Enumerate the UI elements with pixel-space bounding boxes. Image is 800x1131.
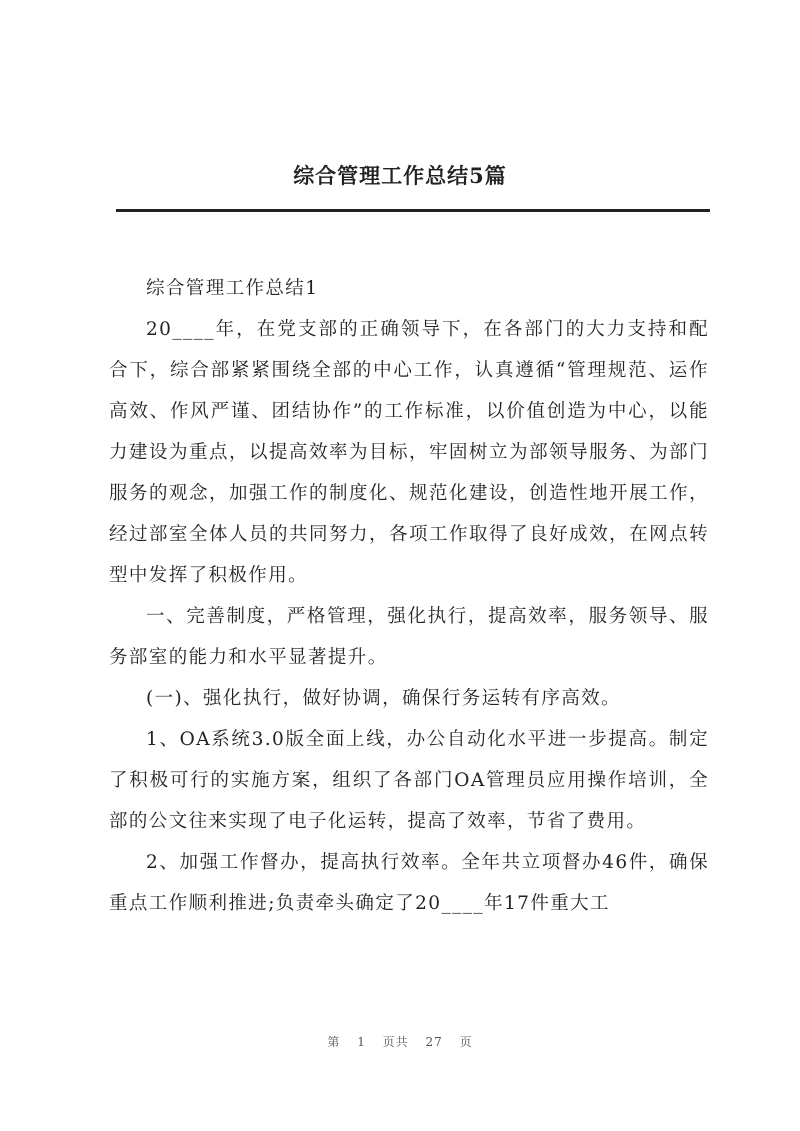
body-paragraph: 20____年，在党支部的正确领导下，在各部门的大力支持和配合下，综合部紧紧围绕全部的中心工作，认真遵循“管理规范、运作高效、作风严谨、团结协作”的工作标准，以价值创造为中心，以能力建设为重点，以提高效率为目标，牢固树立为部领导服务、为部门服务的观念，加强工作的制度化、规范化建设，创造性地开展工作，经过部室全体人员的共同努力，各项工作取得了良好成效，在网点转型中发挥了积极作用。 (109, 319, 709, 586)
page-number-total: 27 (425, 1035, 443, 1049)
page-number-suffix: 页 (459, 1035, 473, 1049)
page-number-prefix: 第 (327, 1035, 341, 1049)
page-footer (0, 1033, 800, 1050)
body-paragraph: 2、加强工作督办，提高执行效率。全年共立项督办46件，确保重点工作顺利推进;负责牵头确定了20____年17件重大工 (109, 852, 709, 914)
body-paragraph: (一)、强化执行，做好协调，确保行务运转有序高效。 (146, 688, 621, 709)
body-paragraph: 一、完善制度，严格管理，强化执行，提高效率，服务领导、服务部室的能力和水平显著提升。 (109, 606, 709, 668)
body-paragraph: 1、OA系统3.0版全面上线，办公自动化水平进一步提高。制定了积极可行的实施方案，组织了各部门OA管理员应用操作培训，全部的公文往来实现了电子化运转，提高了效率，节省了费用。 (109, 729, 709, 832)
page-number-current: 1 (357, 1035, 366, 1049)
document-title: 综合管理工作总结5篇 (293, 163, 507, 188)
document-body (109, 268, 709, 924)
section-heading: 综合管理工作总结1 (146, 278, 319, 299)
title-divider (116, 209, 710, 212)
page-number-mid: 页共 (382, 1035, 409, 1049)
